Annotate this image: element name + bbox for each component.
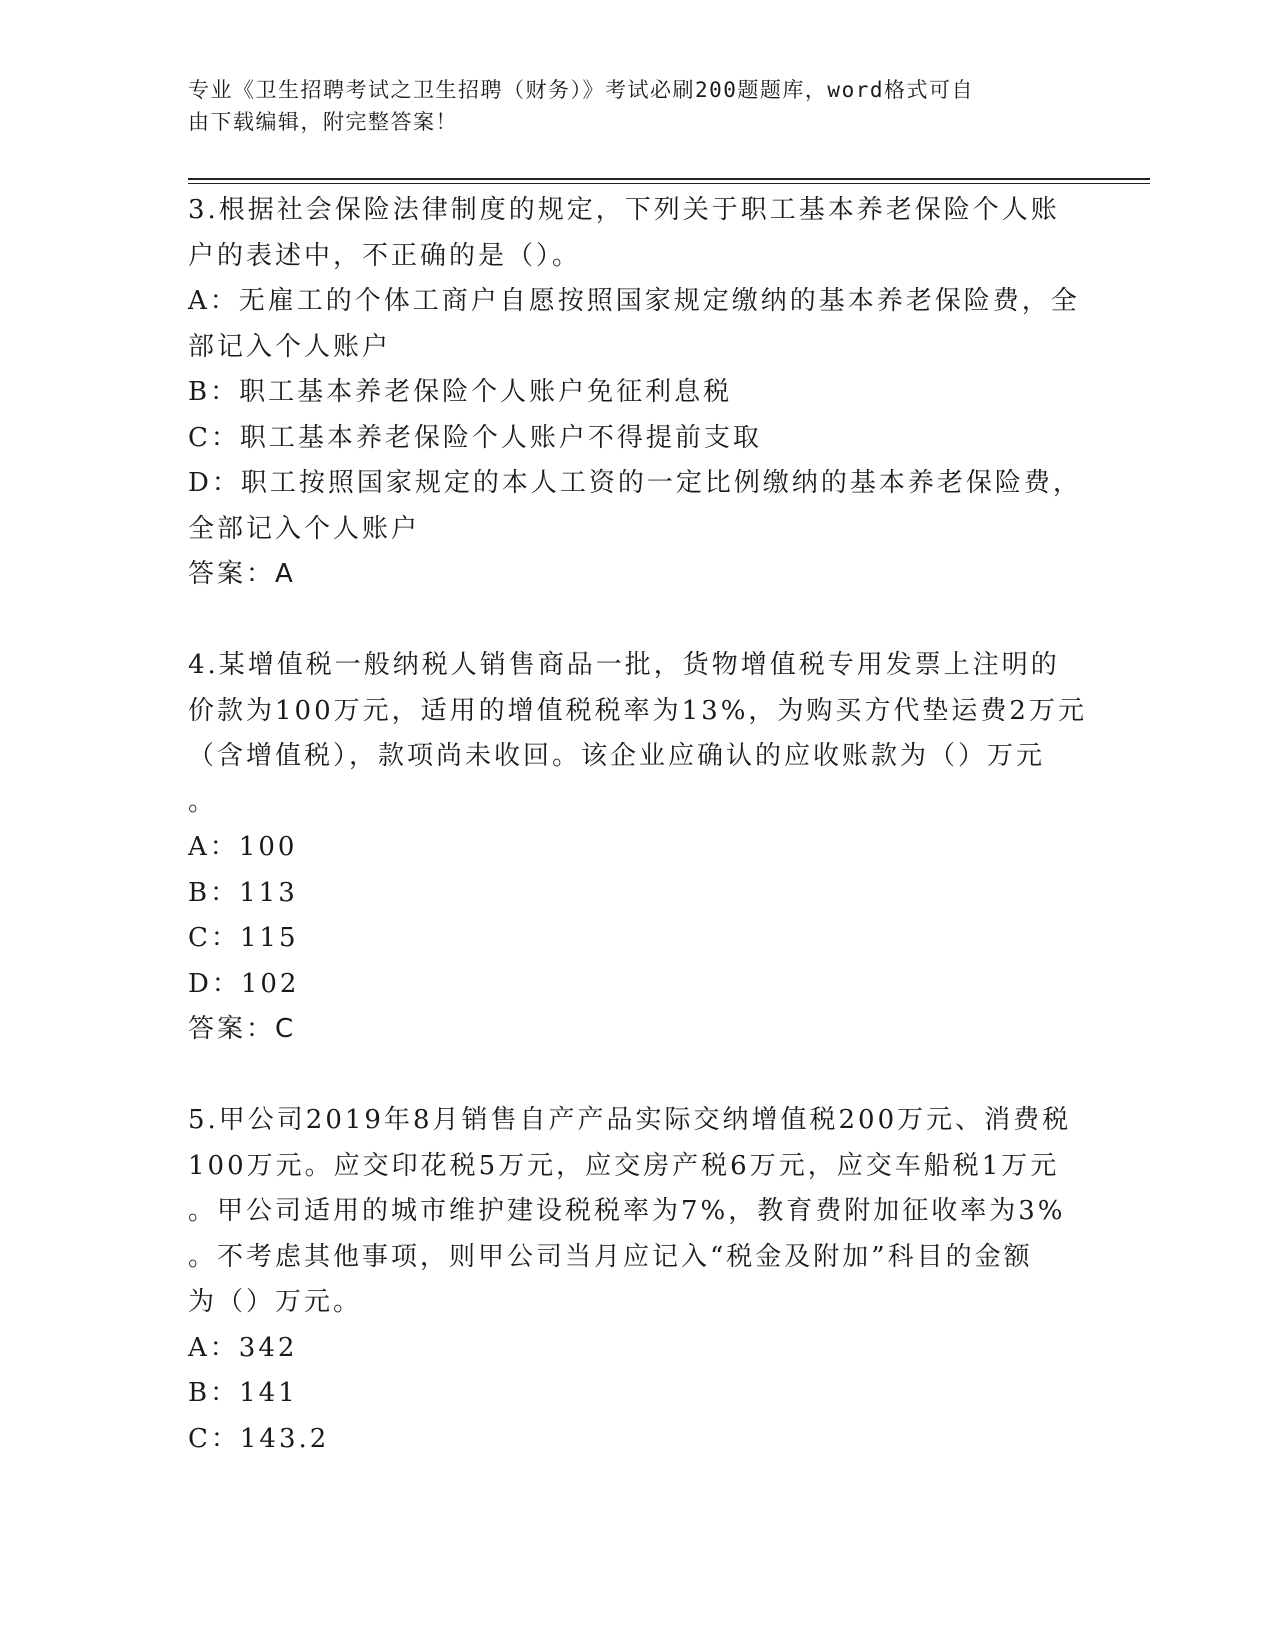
question-4-option-d: D：102 [188,968,300,999]
question-spacer [188,1053,1088,1099]
question-5-stem-line-5: 为（）万元。 [188,1287,363,1317]
question-3-option-c: C：职工基本养老保险个人账户不得提前支取 [188,422,762,453]
header-line-1: 专业《卫生招聘考试之卫生招聘（财务）》考试必刷200题题库，word格式可自 [188,78,974,102]
question-5-option-c: C：143.2 [188,1423,330,1454]
header-line-2: 由下载编辑，附完整答案！ [188,110,458,134]
question-3-stem-line-2: 户的表述中，不正确的是（）。 [188,240,582,271]
question-5 [188,1098,1088,1462]
question-5-option-a: A：342 [188,1332,298,1363]
question-4-stem-line-1: 4.某增值税一般纳税人销售商品一批，货物增值税专用发票上注明的 [188,650,1060,680]
question-3-option-d-line-1: D：职工按照国家规定的本人工资的一定比例缴纳的基本养老保险费， [188,468,1082,498]
header-divider-thick [188,178,1150,180]
header-divider-thin [188,183,1150,184]
question-3-option-a-line-1: A：无雇工的个体工商户自愿按照国家规定缴纳的基本养老保险费，全 [188,286,1080,316]
question-4-stem-line-4: 。 [188,786,218,817]
question-3-answer: 答案：A [188,559,296,589]
question-5-stem-line-4: 。不考虑其他事项，则甲公司当月应记入“税金及附加”科目的金额 [188,1241,1033,1272]
question-5-stem-line-2: 100万元。应交印花税5万元，应交房产税6万元，应交车船税1万元 [188,1150,1060,1181]
question-3-option-b: B：职工基本养老保险个人账户免征利息税 [188,377,733,407]
question-4-answer: 答案：C [188,1014,297,1044]
question-5-stem-line-1: 5.甲公司2019年8月销售自产产品实际交纳增值税200万元、消费税 [188,1105,1072,1135]
question-4-stem-line-2: 价款为100万元，适用的增值税税率为13%，为购买方代垫运费2万元 [188,695,1087,726]
question-spacer [188,598,1088,644]
question-5-stem-line-3: 。甲公司适用的城市维护建设税税率为7%，教育费附加征收率为3% [188,1196,1066,1226]
question-4-option-c: C：115 [188,923,299,953]
question-4-option-a: A：100 [188,832,298,862]
question-3-stem-line-1: 3.根据社会保险法律制度的规定，下列关于职工基本养老保险个人账 [188,195,1060,225]
question-5-option-b: B：141 [188,1378,298,1408]
question-3-option-a-line-2: 部记入个人账户 [188,331,392,362]
question-4-stem-line-3: （含增值税），款项尚未收回。该企业应确认的应收账款为（）万元 [188,741,1046,771]
question-list [188,188,1088,1462]
question-3 [188,188,1088,598]
question-4 [188,643,1088,1053]
document-header [188,74,1068,138]
question-3-option-d-line-2: 全部记入个人账户 [188,513,421,544]
question-4-option-b: B：113 [188,877,298,908]
